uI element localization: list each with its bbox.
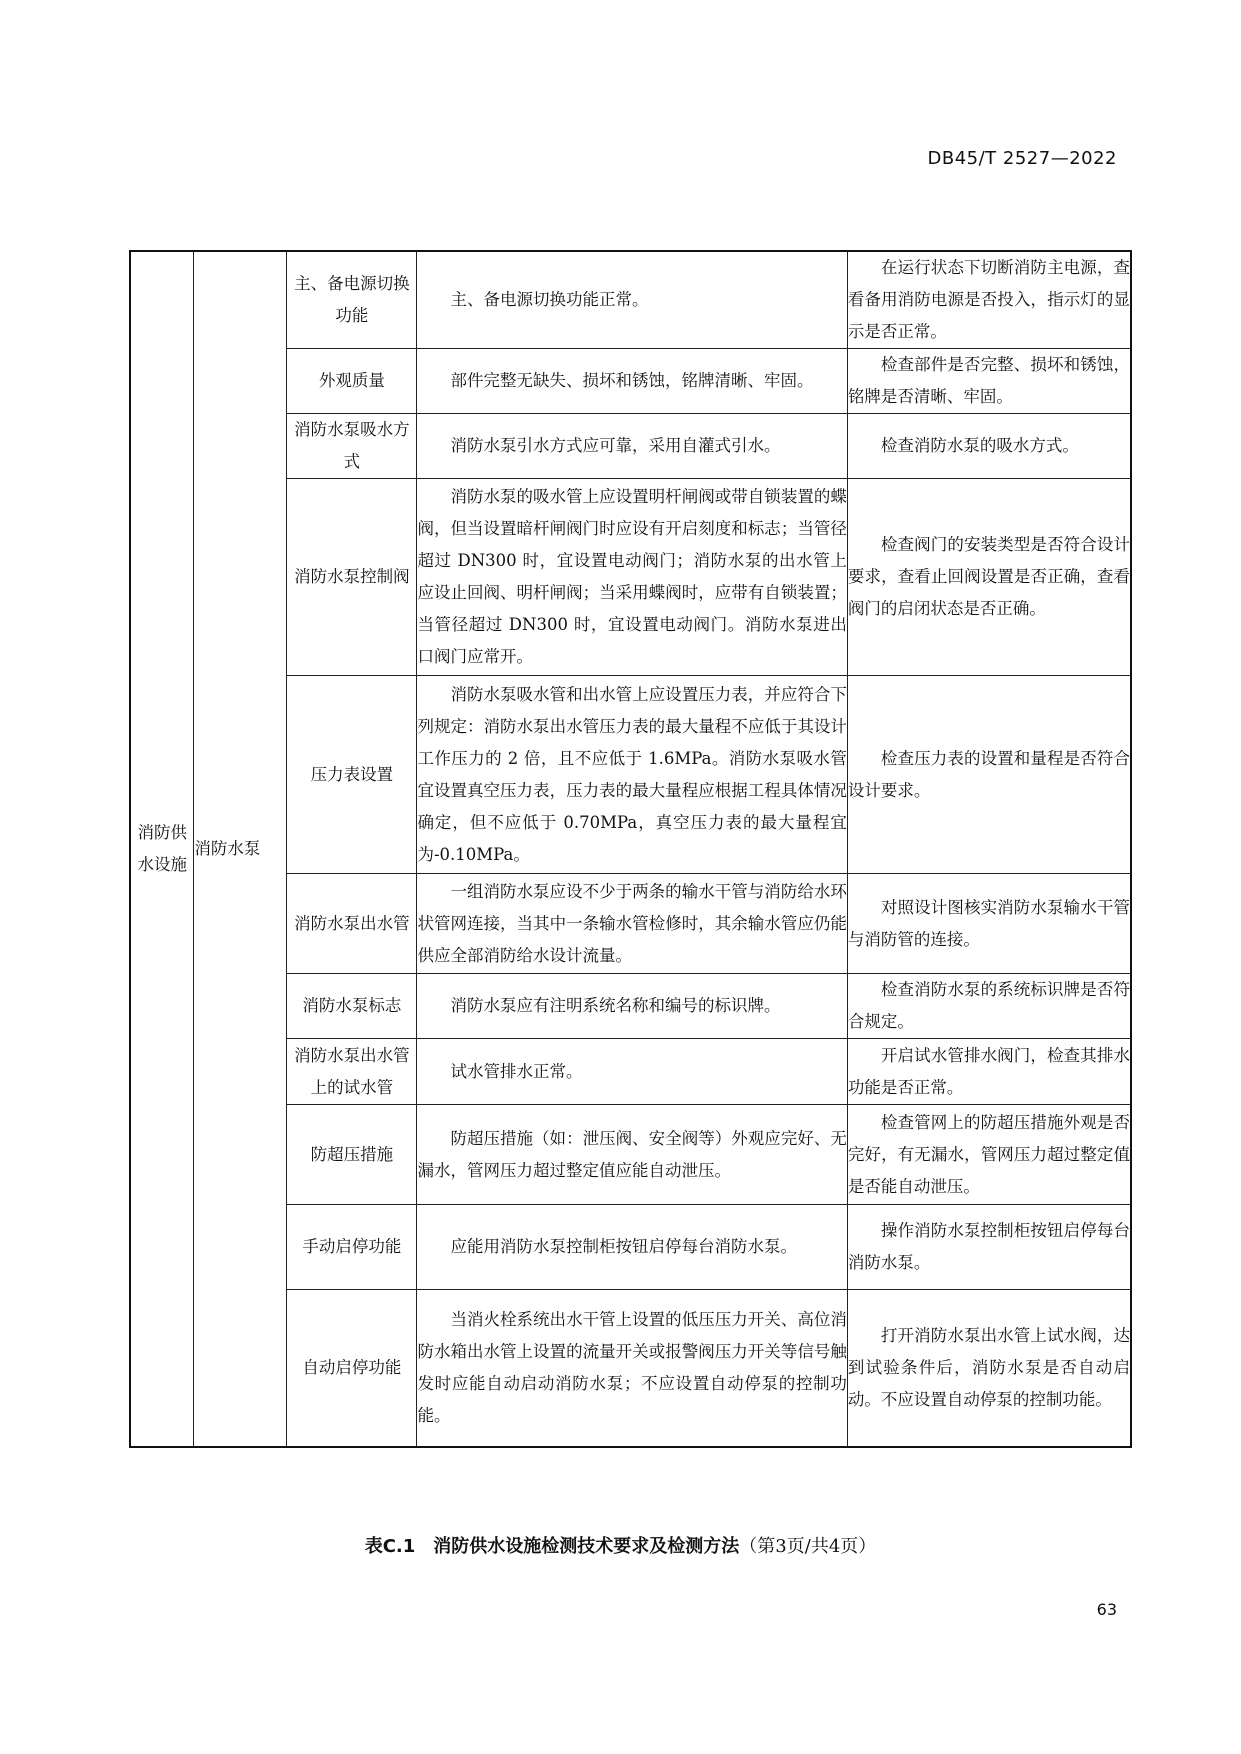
requirement-cell: 消防水泵的吸水管上应设置明杆闸阀或带自锁装置的蝶阀，但当设置暗杆闸阀门时应设有开启刻度和标志；当管径超过 DN300 时，宜设置电动阀门；消防水泵的出水管上应设止回阀、明杆闸阀；当采用蝶阀时，应带有自锁装置；当管径超过 DN300 时，宜设置电动阀门。消防水泵进出口阀门应常开。 bbox=[417, 479, 847, 676]
method-cell: 检查部件是否完整、损坏和锈蚀，铭牌是否清晰、牢固。 bbox=[847, 349, 1131, 414]
method-cell: 打开消防水泵出水管上试水阀，达到试验条件后，消防水泵是否自动启动。不应设置自动停泵的控制功能。 bbox=[847, 1290, 1131, 1447]
item-cell: 消防水泵吸水方式 bbox=[287, 414, 417, 479]
method-cell: 检查压力表的设置和量程是否符合设计要求。 bbox=[847, 676, 1131, 874]
method-cell: 操作消防水泵控制柜按钮启停每台消防水泵。 bbox=[847, 1205, 1131, 1290]
requirement-cell: 防超压措施（如：泄压阀、安全阀等）外观应完好、无漏水，管网压力超过整定值应能自动泄压。 bbox=[417, 1105, 847, 1205]
item-cell: 主、备电源切换功能 bbox=[287, 251, 417, 349]
subcategory-cell: 消防水泵 bbox=[194, 251, 287, 1447]
caption-table-id: 表C.1 bbox=[364, 1536, 416, 1557]
requirement-cell: 消防水泵应有注明系统名称和编号的标识牌。 bbox=[417, 974, 847, 1039]
requirement-cell: 部件完整无缺失、损坏和锈蚀，铭牌清晰、牢固。 bbox=[417, 349, 847, 414]
requirement-cell: 一组消防水泵应设不少于两条的输水干管与消防给水环状管网连接，当其中一条输水管检修时，其余输水管应仍能供应全部消防给水设计流量。 bbox=[417, 874, 847, 974]
method-cell: 在运行状态下切断消防主电源，查看备用消防电源是否投入，指示灯的显示是否正常。 bbox=[847, 251, 1131, 349]
item-cell: 消防水泵标志 bbox=[287, 974, 417, 1039]
table-row bbox=[130, 251, 1131, 349]
method-cell: 检查消防水泵的系统标识牌是否符合规定。 bbox=[847, 974, 1131, 1039]
requirement-cell: 应能用消防水泵控制柜按钮启停每台消防水泵。 bbox=[417, 1205, 847, 1290]
item-cell: 外观质量 bbox=[287, 349, 417, 414]
inspection-table bbox=[129, 250, 1132, 1448]
item-cell: 压力表设置 bbox=[287, 676, 417, 874]
requirement-cell: 消防水泵引水方式应可靠，采用自灌式引水。 bbox=[417, 414, 847, 479]
method-cell: 检查管网上的防超压措施外观是否完好，有无漏水，管网压力超过整定值是否能自动泄压。 bbox=[847, 1105, 1131, 1205]
caption-title: 消防供水设施检测技术要求及检测方法 bbox=[433, 1536, 740, 1557]
requirement-cell: 当消火栓系统出水干管上设置的低压压力开关、高位消防水箱出水管上设置的流量开关或报警阀压力开关等信号触发时应能自动启动消防水泵；不应设置自动停泵的控制功能。 bbox=[417, 1290, 847, 1447]
item-cell: 消防水泵出水管 bbox=[287, 874, 417, 974]
method-cell: 检查阀门的安装类型是否符合设计要求，查看止回阀设置是否正确，查看阀门的启闭状态是否正确。 bbox=[847, 479, 1131, 676]
item-cell: 消防水泵控制阀 bbox=[287, 479, 417, 676]
item-cell: 消防水泵出水管上的试水管 bbox=[287, 1039, 417, 1105]
item-cell: 防超压措施 bbox=[287, 1105, 417, 1205]
item-cell: 手动启停功能 bbox=[287, 1205, 417, 1290]
method-cell: 开启试水管排水阀门，检查其排水功能是否正常。 bbox=[847, 1039, 1131, 1105]
method-cell: 对照设计图核实消防水泵输水干管与消防管的连接。 bbox=[847, 874, 1131, 974]
requirement-cell: 主、备电源切换功能正常。 bbox=[417, 251, 847, 349]
table-caption bbox=[0, 1532, 1241, 1558]
category-cell: 消防供水设施 bbox=[130, 251, 194, 1447]
requirement-cell: 试水管排水正常。 bbox=[417, 1039, 847, 1105]
requirement-cell: 消防水泵吸水管和出水管上应设置压力表，并应符合下列规定：消防水泵出水管压力表的最大量程不应低于其设计工作压力的 2 倍，且不应低于 1.6MPa。消防水泵吸水管宜设置真空压力表，压力表的最大量程应根据工程具体情况确定，但不应低于 0.70MPa，真空压力表的最大量程宜为-0.10MPa。 bbox=[417, 676, 847, 874]
method-cell: 检查消防水泵的吸水方式。 bbox=[847, 414, 1131, 479]
page-number: 63 bbox=[1096, 1600, 1117, 1619]
caption-page-note: （第3页/共4页） bbox=[739, 1536, 877, 1557]
item-cell: 自动启停功能 bbox=[287, 1290, 417, 1447]
document-code: DB45/T 2527—2022 bbox=[927, 148, 1117, 169]
